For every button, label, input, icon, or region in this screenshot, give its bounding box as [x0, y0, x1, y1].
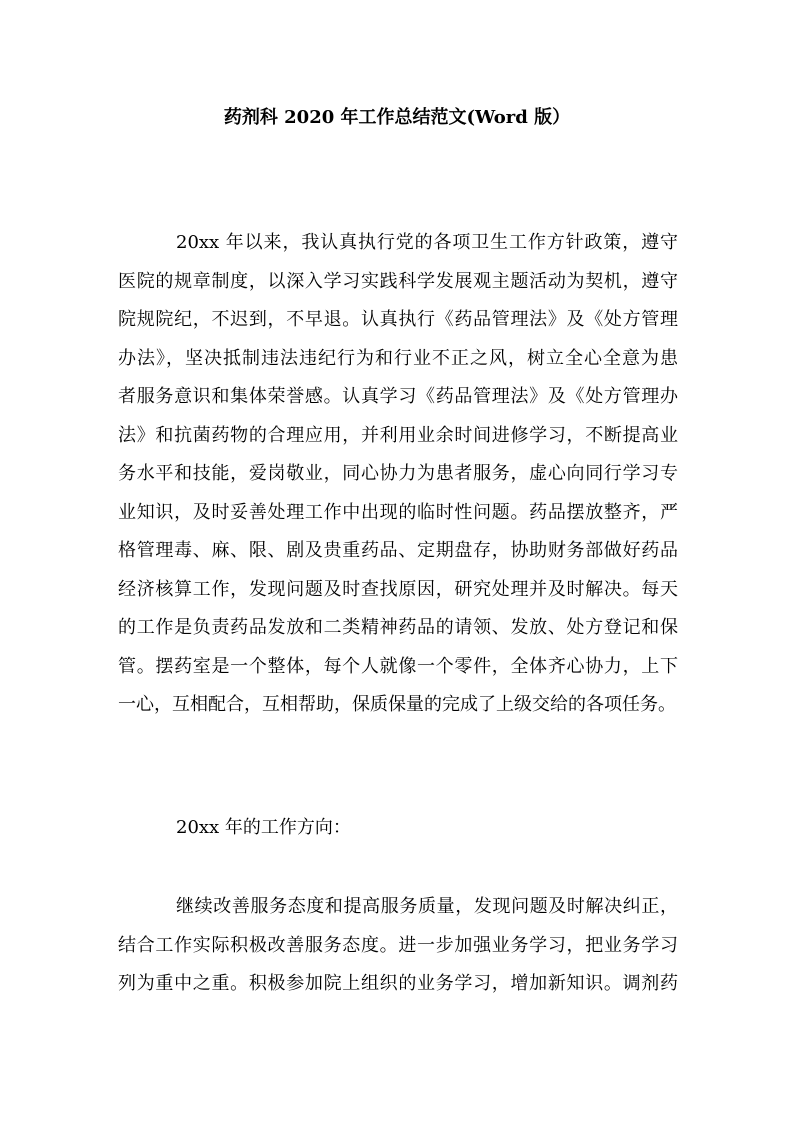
paragraph-line: 一心，互相配合，互相帮助，保质保量的完成了上级交给的各项任务。 — [118, 694, 676, 715]
paragraph-work-direction — [118, 888, 678, 1004]
paragraph-line: 20xx 年的工作方向： — [176, 817, 351, 838]
paragraph-line: 20xx 年以来，我认真执行党的各项卫生工作方针政策，遵守 — [176, 232, 678, 253]
paragraph-line: 院规院纪，不迟到，不早退。认真执行《药品管理法》及《处方管理 — [118, 309, 678, 330]
paragraph-line: 结合工作实际积极改善服务态度。进一步加强业务学习，把业务学习 — [118, 934, 678, 956]
paragraph-line: 格管理毒、麻、限、剧及贵重药品、定期盘存，协助财务部做好药品 — [118, 540, 678, 561]
document-title: 药剂科 2020 年工作总结范文(Word 版） — [223, 107, 571, 128]
paragraph-line: 列为重中之重。积极参加院上组织的业务学习，增加新知识。调剂药 — [118, 973, 678, 994]
paragraph-work-direction-heading — [118, 809, 678, 848]
paragraph-line: 医院的规章制度，以深入学习实践科学发展观主题活动为契机，遵守 — [118, 270, 678, 292]
paragraph-line: 法》和抗菌药物的合理应用，并利用业余时间进修学习，不断提高业 — [118, 424, 678, 446]
paragraph-line: 业知识，及时妥善处理工作中出现的临时性问题。药品摆放整齐，严 — [118, 501, 678, 523]
paragraph-line: 的工作是负责药品发放和二类精神药品的请领、发放、处方登记和保 — [118, 617, 678, 638]
paragraph-line: 经济核算工作，发现问题及时查找原因，研究处理并及时解决。每天 — [118, 578, 678, 600]
paragraph-work-summary — [118, 224, 678, 725]
paragraph-line: 办法》，坚决抵制违法违纪行为和行业不正之风，树立全心全意为患 — [118, 347, 678, 369]
paragraph-line: 继续改善服务态度和提高服务质量，发现问题及时解决纠正， — [176, 896, 678, 917]
paragraph-line: 管。摆药室是一个整体，每个人就像一个零件，全体齐心协力，上下 — [118, 655, 678, 677]
paragraph-line: 者服务意识和集体荣誉感。认真学习《药品管理法》及《处方管理办 — [118, 386, 678, 407]
paragraph-line: 务水平和技能，爱岗敬业，同心协力为患者服务，虚心向同行学习专 — [118, 463, 678, 484]
